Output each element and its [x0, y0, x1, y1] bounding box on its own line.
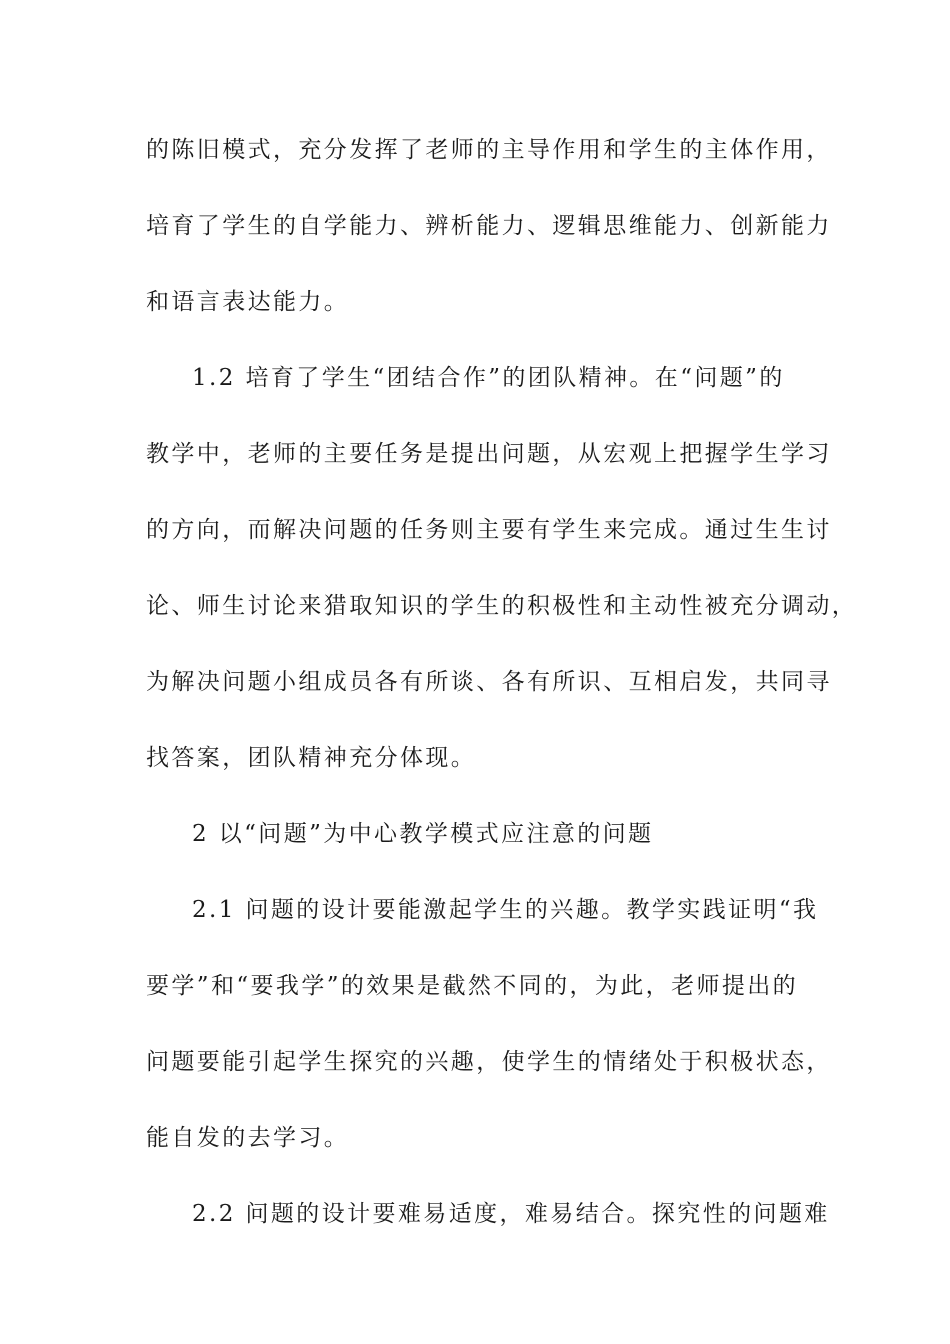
text-line-12: 要学”和“要我学”的效果是截然不同的，为此，老师提出的	[146, 973, 799, 999]
text-line-6: 的方向，而解决问题的任务则主要有学生来完成。通过生生讨	[146, 517, 832, 543]
text-line-7: 论、师生讨论来猎取知识的学生的积极性和主动性被充分调动，	[146, 593, 858, 619]
text-line-14: 能自发的去学习。	[146, 1125, 350, 1151]
text-line-8: 为解决问题小组成员各有所谈、各有所识、互相启发，共同寻	[146, 669, 832, 695]
text-line-3: 和语言表达能力。	[146, 289, 350, 315]
section-1-2-heading-line: 1.2 培育了学生“团结合作”的团队精神。在“问题”的	[192, 365, 785, 391]
text-line-5: 教学中，老师的主要任务是提出问题，从宏观上把握学生学习	[146, 441, 832, 467]
text-line-9: 找答案，团队精神充分体现。	[146, 745, 477, 771]
section-2-heading: 2 以“问题”为中心教学模式应注意的问题	[192, 821, 654, 847]
text-line-1: 的陈旧模式，充分发挥了老师的主导作用和学生的主体作用，	[146, 137, 832, 163]
text-line-13: 问题要能引起学生探究的兴趣，使学生的情绪处于积极状态，	[146, 1049, 832, 1075]
section-2-1-heading-line: 2.1 问题的设计要能激起学生的兴趣。教学实践证明“我	[192, 897, 819, 923]
text-line-2: 培育了学生的自学能力、辨析能力、逻辑思维能力、创新能力	[146, 213, 832, 239]
section-2-2-heading-line: 2.2 问题的设计要难易适度，难易结合。探究性的问题难	[192, 1201, 830, 1227]
